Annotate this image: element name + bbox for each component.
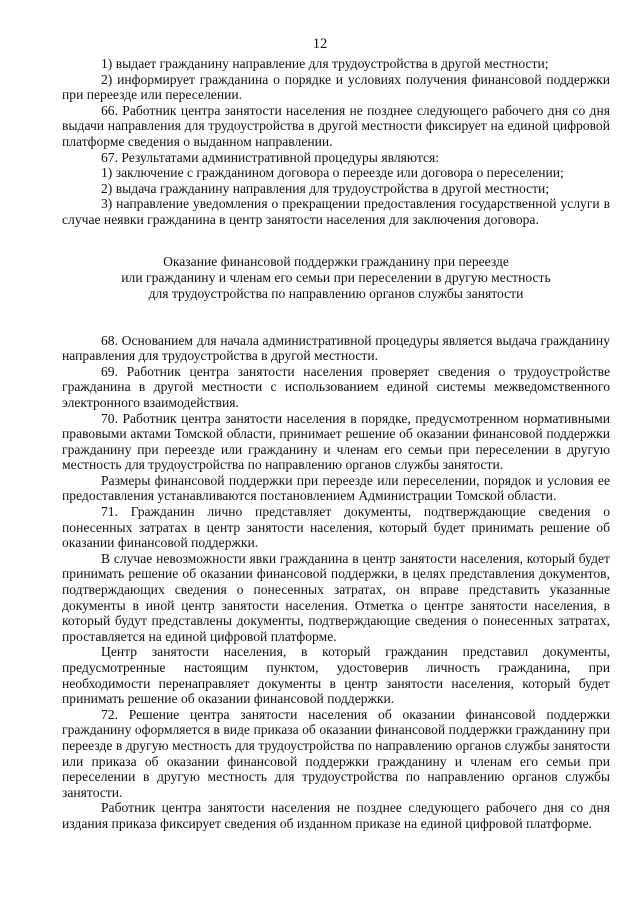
section-heading-line: или гражданину и членам его семьи при переселении в другую местность <box>121 269 551 285</box>
section-heading-line: Оказание финансовой поддержки гражданину при переезде <box>163 253 509 269</box>
paragraph: 71. Гражданин лично представляет документы, подтверждающие сведения о понесенных затратах в центр занятости населения, который будет принимать решение об оказании финансовой поддержки. <box>62 504 610 551</box>
paragraph: 2) информирует гражданина о порядке и условиях получения финансовой поддержки при переезде или переселении. <box>62 71 610 103</box>
section-heading-line: для трудоустройства по направлению органов службы занятости <box>148 285 524 301</box>
paragraph: В случае невозможности явки гражданина в центр занятости населения, который будет принимать решение об оказании финансовой поддержки, в целях представления документов, подтверждающих сведения о понесенных затратах, он вправе представить указанные документы в иной центр занятости населения. Отметка о центре занятости населения, в который будут представлены документы, подтверждающие сведения о понесенных затратах, проставляется на единой цифровой платформе. <box>62 550 610 644</box>
paragraph: 66. Работник центра занятости населения не позднее следующего рабочего дня со дня выдачи направления для трудоустройства в другой местности фиксирует на единой цифровой платформе сведения о выданном направлении. <box>62 102 610 149</box>
document-body <box>62 56 610 832</box>
page-number: 12 <box>312 36 328 52</box>
paragraph: 68. Основанием для начала административной процедуры является выдача гражданину направления для трудоустройства в другой местности. <box>62 332 610 364</box>
paragraph: Центр занятости населения, в который гражданин представил документы, предусмотренные настоящим пунктом, удостоверив личность гражданина, при необходимости перенаправляет документы в центр занятости населения, который будет принимать решение об оказании финансовой поддержки. <box>62 644 610 707</box>
paragraph: 72. Решение центра занятости населения об оказании финансовой поддержки гражданину оформляется в виде приказа об оказании финансовой поддержки гражданину при переезде в другую местность для трудоустройства по направлению органов службы занятости или приказа об оказании финансовой поддержки гражданину и членам его семьи при переселении в другую местность для трудоустройства по направлению органов службы занятости. <box>62 706 610 800</box>
paragraph: Размеры финансовой поддержки при переезде или переселении, порядок и условия ее предоставления устанавливаются постановлением Администрации Томской области. <box>62 472 610 504</box>
paragraph: 1) заключение с гражданином договора о переезде или договора о переселении; <box>101 165 564 181</box>
paragraph: 69. Работник центра занятости населения проверяет сведения о трудоустройстве гражданина в другой местности с использованием единой системы межведомственного электронного взаимодействия. <box>62 363 610 410</box>
section-heading <box>62 254 610 302</box>
paragraph: 3) направление уведомления о прекращении предоставления государственной услуги в случае неявки гражданина в центр занятости населения для заключения договора. <box>62 196 610 227</box>
paragraph: 70. Работник центра занятости населения в порядке, предусмотренном нормативными правовыми актами Томской области, принимает решение об оказании финансовой поддержки гражданину при переезде или гражданину и членам его семьи при переселении в другую местность для трудоустройства по направлению органов службы занятости. <box>62 410 610 473</box>
paragraph: 1) выдает гражданину направление для трудоустройства в другой местности; <box>101 56 549 71</box>
paragraph: 2) выдача гражданину направления для трудоустройства в другой местности; <box>101 180 550 196</box>
paragraph: 67. Результатами административной процедуры являются: <box>101 149 440 165</box>
paragraph: Работник центра занятости населения не позднее следующего рабочего дня со дня издания приказа фиксирует сведения об изданном приказе на единой цифровой платформе. <box>62 800 610 831</box>
